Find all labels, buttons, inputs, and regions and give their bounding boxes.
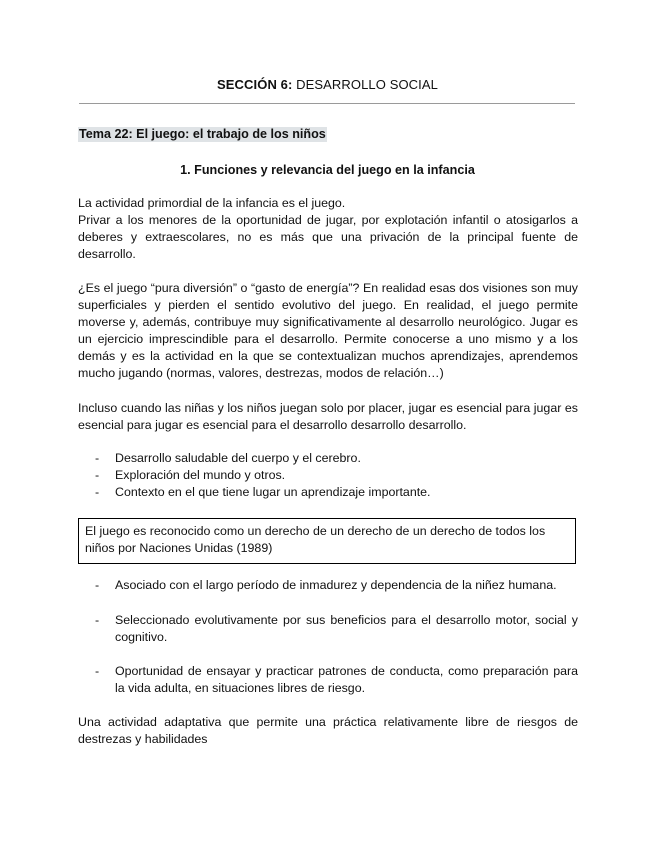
characteristics-list [78,663,578,697]
intro-line-1: La actividad primordial de la infancia es el juego. [78,196,346,210]
list-item-text: Desarrollo saludable del cuerpo y el cerebro. [115,451,361,465]
list-item [78,467,578,484]
list-item-text: Exploración del mundo y otros. [115,468,286,482]
subsection-title: 1. Funciones y relevancia del juego en la infancia [180,163,475,177]
horizontal-divider [79,103,575,104]
closing-paragraph: Una actividad adaptativa que permite una práctica relativamente libre de riesgos de destrezas y habilidades [78,715,578,746]
section-heading-rest: DESARROLLO SOCIAL [292,77,438,92]
list-item [78,663,578,697]
list-item-text: Seleccionado evolutivamente por sus beneficios para el desarrollo motor, social y cognitivo. [115,613,578,644]
topic-title: Tema 22: El juego: el trabajo de los niños [79,127,326,141]
section-heading-bold: SECCIÓN 6: [217,77,293,92]
question-paragraph: ¿Es el juego “pura diversión” o “gasto de energía”? En realidad esas dos visiones son muy superficiales y pierden el sentido evolutivo del juego. En realidad, el juego permite moverse y, además, contribuye muy significativamente al desarrollo neurológico. Jugar es un ejercicio imprescindible para el desarrollo. Permite conocerse a uno mismo y a los demás y es la actividad en la que se contextualizan muchos aprendizajes, aprendemos mucho jugando (normas, valores, destrezas, modos de relación…) [78,281,578,380]
list-item [78,450,578,467]
section-heading [0,77,655,93]
incluso-paragraph: Incluso cuando las niñas y los niños juegan solo por placer, jugar es esencial para jugar es esencial para jugar es esencial para el desarrollo desarrollo desarrollo. [78,401,578,432]
characteristics-list [78,577,578,594]
bullet-dash: - [95,664,100,678]
list-item-text: Asociado con el largo período de inmadurez y dependencia de la niñez humana. [115,578,557,592]
bullet-dash: - [95,451,100,465]
list-item [78,577,578,594]
bullet-dash: - [95,468,100,482]
intro-paragraph [78,195,578,263]
intro-line-2: Privar a los menores de la oportunidad de jugar, por explotación infantil o atosigarlos a deberes y extraescolares, no es más que una privación de la principal fuente de desarrollo. [78,213,578,261]
boxed-note: El juego es reconocido como un derecho de un derecho de un derecho de todos los niños por Naciones Unidas (1989) [78,518,576,564]
list-item [78,484,578,501]
bullet-dash: - [95,613,100,627]
bullet-dash: - [95,485,100,499]
list-item [78,612,578,646]
benefits-list [78,450,578,501]
list-item-text: Contexto en el que tiene lugar un aprendizaje importante. [115,485,431,499]
characteristics-list [78,612,578,646]
list-item-text: Oportunidad de ensayar y practicar patrones de conducta, como preparación para la vida adulta, en situaciones libres de riesgo. [115,664,578,695]
bullet-dash: - [95,578,100,592]
